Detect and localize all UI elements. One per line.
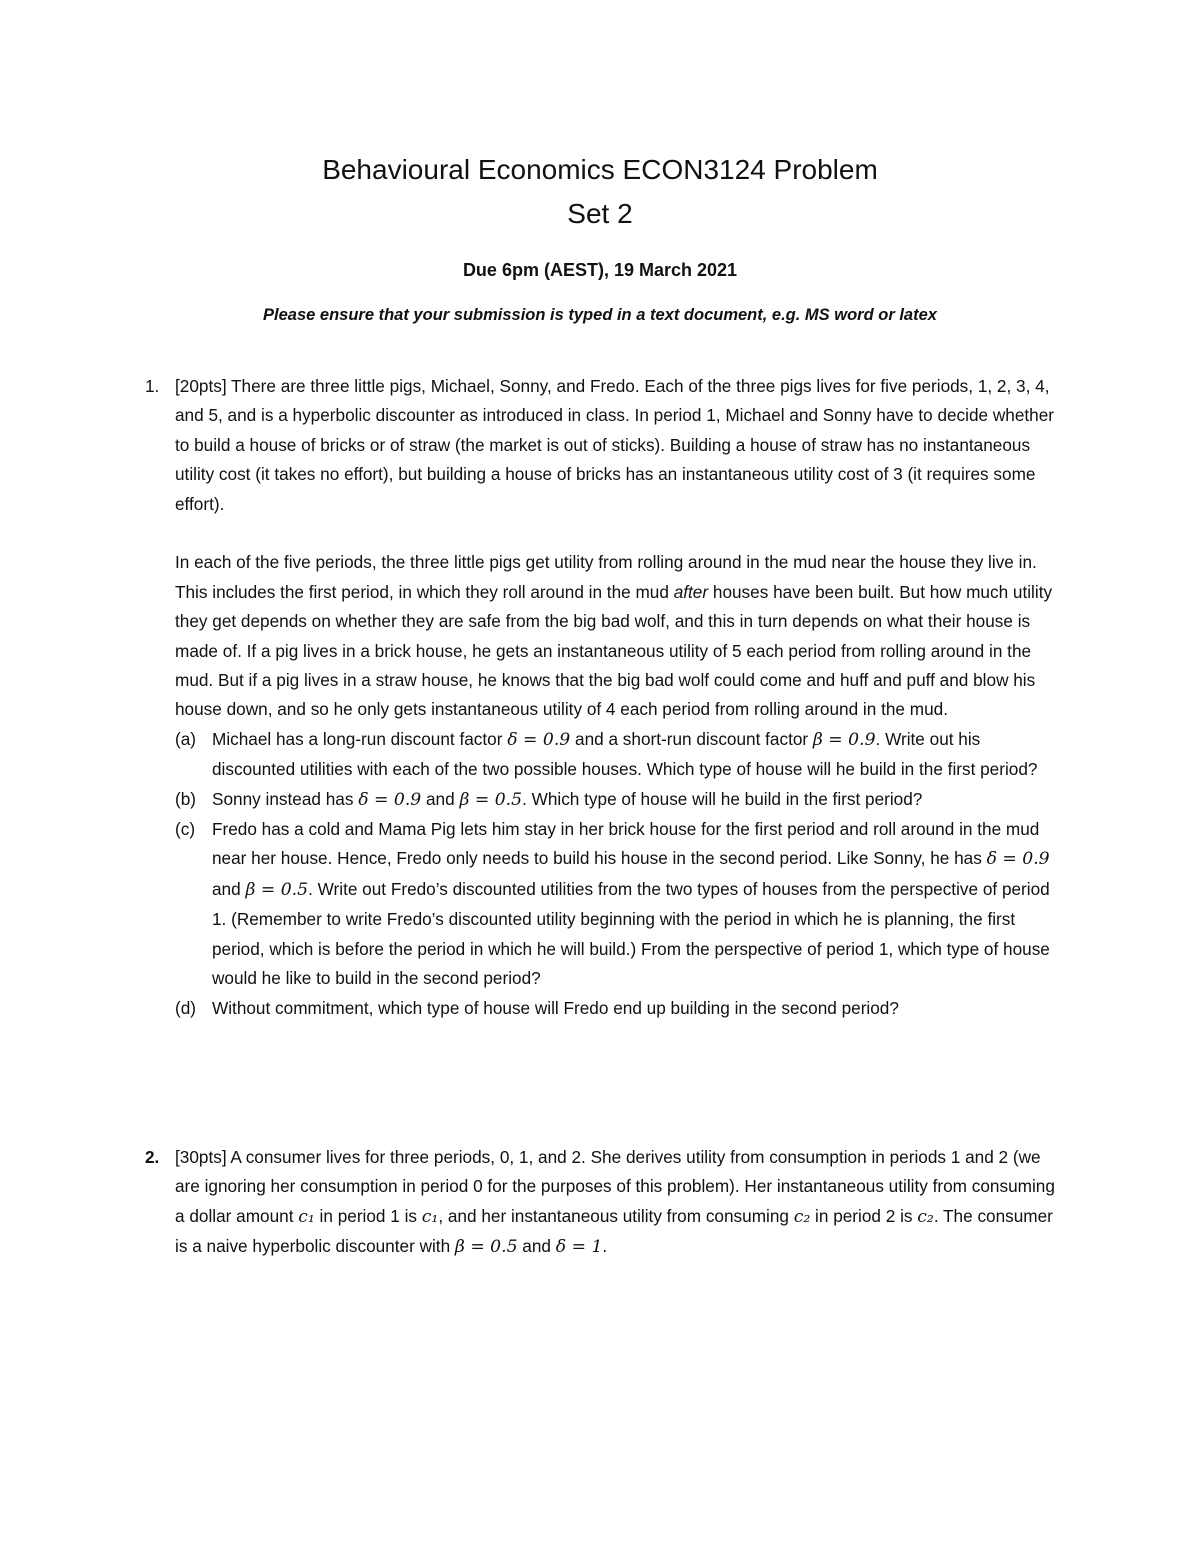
question-2-body: [30pts] A consumer lives for three periods, 0, 1, and 2. She derives utility from consumption in periods 1 and 2 (we are ignoring her consumption in period 0 for the purposes of this problem). Her instantaneous utility from consuming a dollar amount c₁ in period 1 is c₁, and her instantaneous utility from consuming c₂ in period 2 is c₂. The consumer is a naive hyperbolic discounter with β = 0.5 and δ = 1. — [175, 1147, 1055, 1258]
question-1 — [145, 372, 1065, 1023]
due-date: Due 6pm (AEST), 19 March 2021 — [462, 260, 738, 280]
question-2 — [145, 1143, 1065, 1263]
submission-note: Please ensure that your submission is typed in a text document, e.g. MS word or latex — [263, 306, 937, 324]
question-1c: (c) Fredo has a cold and Mama Pig lets him stay in her brick house for the first period and roll around in the mud near her house. Hence, Fredo only needs to build his house in the second period. Like Sonny, he has δ = 0.9 and β = 0.5. Write out Fredo’s discounted utilities from the two types of houses from the perspective of period 1. (Remember to write Fredo’s discounted utility beginning with the period in which he is planning, the first period, which is before the period in which he will build.) From the perspective of period 1, which type of house would he like to build in the second period? — [175, 815, 1065, 993]
question-number: 1. — [145, 376, 160, 396]
subquestion-label: (d) — [175, 997, 197, 1018]
subquestion-label: (a) — [175, 728, 197, 749]
question-1a: (a) Michael has a long-run discount factor δ = 0.9 and a short-run discount factor β = 0.9. Write out his discounted utilities with each of the two possible houses. Which type of house will he build in the first period? — [175, 725, 1065, 785]
title-line-2: Set 2 — [567, 198, 633, 229]
question-1d: (d) Without commitment, which type of house will Fredo end up building in the second period? — [175, 994, 1065, 1023]
question-number: 2. — [145, 1147, 160, 1167]
document-title — [0, 148, 1200, 236]
emphasis-after: after — [673, 581, 709, 602]
subquestion-label: (c) — [175, 819, 196, 840]
question-1b: (b) Sonny instead has δ = 0.9 and β = 0.5. Which type of house will he build in the first period? — [175, 785, 1065, 815]
question-1-paragraph-1: [20pts] There are three little pigs, Michael, Sonny, and Fredo. Each of the three pigs lives for five periods, 1, 2, 3, 4, and 5, and is a hyperbolic discounter as introduced in class. In period 1, Michael and Sonny have to decide whether to build a house of bricks or of straw (the market is out of sticks). Building a house of straw has no instantaneous utility cost (it takes no effort), but building a house of bricks has an instantaneous utility cost of 3 (it requires some effort). — [175, 376, 1055, 514]
question-1-body — [175, 372, 1065, 1023]
title-line-1: Behavioural Economics ECON3124 Problem — [322, 154, 878, 185]
subquestion-label: (b) — [175, 788, 197, 809]
question-1-paragraph-2: In each of the five periods, the three little pigs get utility from rolling around in the mud near the house they live in. This includes the first period, in which they roll around in the mud after houses have been built. But how much utility they get depends on whether they are safe from the big bad wolf, and this in turn depends on what their house is made of. If a pig lives in a brick house, he gets an instantaneous utility of 5 each period from rolling around in the mud. But if a pig lives in a straw house, he knows that the big bad wolf could come and huff and puff and blow his house down, and so he only gets instantaneous utility of 4 each period from rolling around in the mud. — [175, 552, 1053, 720]
